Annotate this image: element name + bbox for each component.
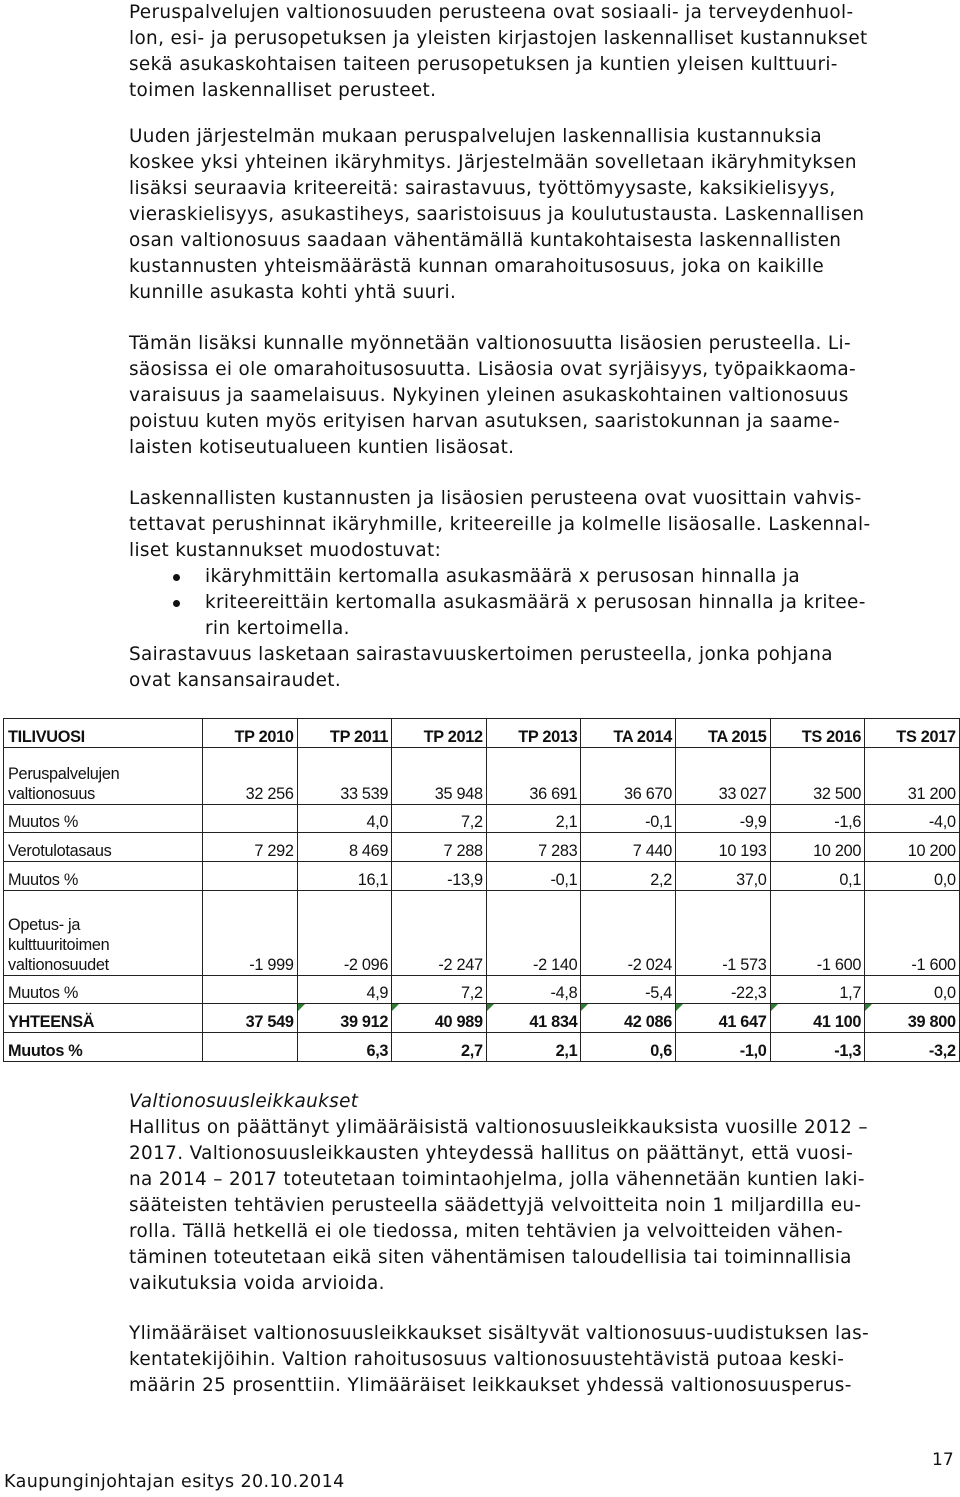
table-cell: 7 288 xyxy=(392,833,487,862)
table-cell: 37 549 xyxy=(203,1004,298,1033)
table-row-label: Muutos % xyxy=(4,975,203,1004)
table-cell: -9,9 xyxy=(675,804,770,833)
table-cell: 42 086 xyxy=(581,1004,676,1033)
table-cell: -1,3 xyxy=(770,1033,865,1062)
table-row-label: Muutos % xyxy=(4,1033,203,1062)
table-cell: 4,0 xyxy=(297,804,392,833)
table-row xyxy=(4,975,960,1004)
table-row xyxy=(4,1033,960,1062)
table-cell: 10 200 xyxy=(770,833,865,862)
table-cell: -1 999 xyxy=(203,890,298,975)
table-cell: 39 912 xyxy=(297,1004,392,1033)
table-cell: 0,1 xyxy=(770,862,865,891)
table-row xyxy=(4,862,960,891)
table-cell: 40 989 xyxy=(392,1004,487,1033)
list-item xyxy=(129,564,959,590)
table-cell: 35 948 xyxy=(392,747,487,804)
table-header-cell: TA 2014 xyxy=(581,719,676,748)
table-cell: -2 096 xyxy=(297,890,392,975)
table-cell: -2 024 xyxy=(581,890,676,975)
table-cell: 2,7 xyxy=(392,1033,487,1062)
list-item xyxy=(129,590,959,642)
cell-marker-icon xyxy=(487,1004,494,1011)
list-item-text: kriteereittäin kertomalla asukasmäärä x perusosan hinnalla ja kritee- rin kertoimella. xyxy=(205,592,866,639)
table-cell: 36 670 xyxy=(581,747,676,804)
table-header-cell: TA 2015 xyxy=(675,719,770,748)
table-cell xyxy=(203,862,298,891)
table-cell xyxy=(203,975,298,1004)
bullet-icon xyxy=(173,574,180,581)
table-cell: 8 469 xyxy=(297,833,392,862)
table-header-cell: TS 2016 xyxy=(770,719,865,748)
paragraph-base-prices: Laskennallisten kustannusten ja lisäosien perusteena ovat vuosittain vahvis- tettavat perushinnat ikäryhmille, kriteereille ja kolmelle lisäosalle. Laskennal- liset kustannukset muodostuvat: xyxy=(129,488,871,561)
cost-formation-list xyxy=(129,564,959,642)
table-cell: -0,1 xyxy=(486,862,581,891)
cell-marker-icon xyxy=(298,1004,305,1011)
table-header-label: TILIVUOSI xyxy=(4,719,203,748)
table-cell: 7 283 xyxy=(486,833,581,862)
list-item-text: ikäryhmittäin kertomalla asukasmäärä x perusosan hinnalla ja xyxy=(205,566,800,587)
table-cell: 2,1 xyxy=(486,804,581,833)
table-header-cell: TP 2010 xyxy=(203,719,298,748)
table-cell: -1 600 xyxy=(865,890,960,975)
paragraph-morbidity: Sairastavuus lasketaan sairastavuuskertoimen perusteella, jonka pohjana ovat kansansairaudet. xyxy=(129,644,833,691)
cell-marker-icon xyxy=(581,1004,588,1011)
paragraph-new-system: Uuden järjestelmän mukaan peruspalvelujen laskennallisia kustannuksia koskee yksi yhteinen ikäryhmitys. Järjestelmään sovelletaan ikäryhmityksen lisäksi seuraavia kriteereitä: sairastavuus, työttömyysaste, kaksikielisyys, vieraskielisyys, asukastiheys, saaristoisuus ja koulutustausta. Laskennallisen osan valtionosuus saadaan vähentämällä kuntakohtaisesta laskennallisten kustannusten yhteismäärästä kunnan omarahoitusosuus, joka on kaikille kunnille asukasta kohti yhtä suuri. xyxy=(129,126,865,303)
table-cell: 31 200 xyxy=(865,747,960,804)
cell-marker-icon xyxy=(771,1004,778,1011)
table-cell: 7 440 xyxy=(581,833,676,862)
table-cell xyxy=(203,804,298,833)
table-row-label: Muutos % xyxy=(4,862,203,891)
table-cell: -4,8 xyxy=(486,975,581,1004)
table-cell: 32 500 xyxy=(770,747,865,804)
section-subheading: Valtionosuusleikkaukset xyxy=(129,1091,359,1112)
table-cell: -1 600 xyxy=(770,890,865,975)
table-cell: 2,1 xyxy=(486,1033,581,1062)
paragraph-extra-cuts: Ylimääräiset valtionosuusleikkaukset sisältyvät valtionosuus-uudistuksen las- kentatekijöihin. Valtion rahoitusosuus valtionosuustehtävistä putoaa keski- määrin 25 prosenttiin. Ylimääräiset leikkaukset yhdessä valtionosuusperus- xyxy=(129,1323,869,1396)
table-header-cell: TP 2012 xyxy=(392,719,487,748)
paragraph-basis: Peruspalvelujen valtionosuuden perusteena ovat sosiaali- ja terveydenhuol- lon, esi- ja perusopetuksen ja yleisten kirjastojen laskennalliset kustannukset sekä asukaskohtaisen taiteen perusopetuksen ja kuntien yleisen kulttuuri- toimen laskennalliset perusteet. xyxy=(129,2,868,101)
table-cell: 7 292 xyxy=(203,833,298,862)
table-cell: 33 539 xyxy=(297,747,392,804)
table-header-cell: TP 2013 xyxy=(486,719,581,748)
table-cell xyxy=(203,1033,298,1062)
table-header-cell: TP 2011 xyxy=(297,719,392,748)
table-cell: -1,0 xyxy=(675,1033,770,1062)
table-cell: -2 247 xyxy=(392,890,487,975)
cell-marker-icon xyxy=(676,1004,683,1011)
table-cell: 41 647 xyxy=(675,1004,770,1033)
table-cell: 41 834 xyxy=(486,1004,581,1033)
table-cell: -22,3 xyxy=(675,975,770,1004)
table-row-label: Muutos % xyxy=(4,804,203,833)
table-cell: 41 100 xyxy=(770,1004,865,1033)
table-cell: 0,0 xyxy=(865,975,960,1004)
table-cell: -3,2 xyxy=(865,1033,960,1062)
table-row-label: Opetus- ja kulttuuritoimen valtionosuudet xyxy=(4,890,203,975)
table-row xyxy=(4,890,960,975)
footer-text: Kaupunginjohtajan esitys 20.10.2014 xyxy=(4,1472,345,1492)
page-number: 17 xyxy=(932,1450,954,1470)
table-cell: -2 140 xyxy=(486,890,581,975)
table-cell: 4,9 xyxy=(297,975,392,1004)
financial-table xyxy=(3,718,960,1062)
table-cell: -13,9 xyxy=(392,862,487,891)
table-cell: 1,7 xyxy=(770,975,865,1004)
table-row xyxy=(4,804,960,833)
table-cell: 0,0 xyxy=(865,862,960,891)
table-row xyxy=(4,1004,960,1033)
table-cell: -5,4 xyxy=(581,975,676,1004)
table-row xyxy=(4,747,960,804)
cell-marker-icon xyxy=(392,1004,399,1011)
cell-marker-icon xyxy=(865,1004,872,1011)
table-header-cell: TS 2017 xyxy=(865,719,960,748)
table-cell: 36 691 xyxy=(486,747,581,804)
table-cell: -1 573 xyxy=(675,890,770,975)
table-cell: -1,6 xyxy=(770,804,865,833)
table-header-row xyxy=(4,719,960,748)
table-cell: -4,0 xyxy=(865,804,960,833)
bullet-icon xyxy=(173,600,180,607)
table-row-label: Verotulotasaus xyxy=(4,833,203,862)
table-cell: 7,2 xyxy=(392,975,487,1004)
paragraph-supplements: Tämän lisäksi kunnalle myönnetään valtionosuutta lisäosien perusteella. Li- säosissa ei ole omarahoitusosuutta. Lisäosia ovat syrjäisyys, työpaikkaoma- varaisuus ja saamelaisuus. Nykyinen yleinen asukaskohtainen valtionosuus poistuu kuten myös erityisen harvan asutuksen, saaristokunnan ja saame- laisten kotiseutualueen kuntien lisäosat. xyxy=(129,333,856,458)
table-cell: 2,2 xyxy=(581,862,676,891)
table-row-label: YHTEENSÄ xyxy=(4,1004,203,1033)
table-cell: 16,1 xyxy=(297,862,392,891)
paragraph-cuts: Hallitus on päättänyt ylimääräisistä valtionosuusleikkauksista vuosille 2012 – 2017. Valtionosuusleikkausten yhteydessä hallitus on päättänyt, että vuosi- na 2014 – 2017 toteutetaan toimintaohjelma, jolla vähennetään kuntien laki- sääteisten tehtävien perusteella säädettyjä velvoitteita noin 1 miljardilla eu- rolla. Tällä hetkellä ei ole tiedossa, miten tehtävien ja velvoitteiden vähen- täminen toteutetaan eikä siten vähentämisen taloudellisia tai toiminnallisia vaikutuksia voida arvioida. xyxy=(129,1117,868,1294)
table-cell: 32 256 xyxy=(203,747,298,804)
table-cell: 6,3 xyxy=(297,1033,392,1062)
table-cell: 10 193 xyxy=(675,833,770,862)
table-cell: 10 200 xyxy=(865,833,960,862)
table-cell: 39 800 xyxy=(865,1004,960,1033)
table-cell: 37,0 xyxy=(675,862,770,891)
table-row-label: Peruspalvelujen valtionosuus xyxy=(4,747,203,804)
table-cell: 7,2 xyxy=(392,804,487,833)
table-row xyxy=(4,833,960,862)
table-cell: -0,1 xyxy=(581,804,676,833)
table-cell: 33 027 xyxy=(675,747,770,804)
table-cell: 0,6 xyxy=(581,1033,676,1062)
